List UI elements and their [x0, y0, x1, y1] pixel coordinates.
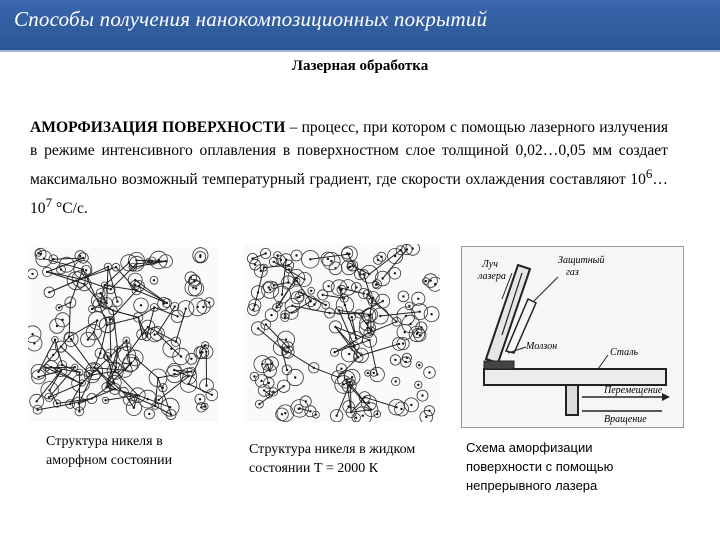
atom-dot — [310, 290, 312, 292]
bond-line — [46, 367, 75, 368]
label-gas-1: Защитный — [558, 255, 605, 266]
atom-dot — [268, 382, 270, 384]
atom-dot — [253, 375, 255, 377]
paragraph-sup-1: 6 — [645, 166, 653, 181]
section-subtitle: Лазерная обработка — [291, 58, 429, 74]
melt-zone — [484, 361, 514, 369]
atom-dot — [373, 372, 375, 374]
liquid-structure-image — [244, 244, 440, 422]
atom-dot — [268, 286, 270, 288]
atom-dot — [85, 269, 87, 271]
bond-line — [351, 397, 365, 412]
atom-dot — [347, 405, 349, 407]
amorphous-structure-image — [28, 247, 218, 422]
atom-dot — [375, 284, 377, 286]
label-rotate: Вращение — [604, 414, 647, 425]
atom-dot — [367, 372, 369, 374]
atom-dot — [421, 394, 423, 396]
atom-dot — [430, 313, 432, 315]
atom-dot — [402, 295, 404, 297]
bond-line — [94, 368, 125, 371]
label-beam-2: лазера — [478, 271, 506, 282]
steel-plate — [484, 369, 666, 385]
atom-dot — [260, 380, 262, 382]
bond-line — [137, 260, 166, 261]
gas-leader — [534, 277, 558, 301]
label-steel: Сталь — [610, 347, 639, 358]
atom-dot — [420, 326, 422, 328]
atom-dot — [351, 376, 353, 378]
bond-line — [47, 272, 84, 284]
atom-dot — [270, 314, 272, 316]
atom-dot — [281, 413, 283, 415]
atom-dot — [31, 333, 33, 335]
atom-dot — [298, 296, 300, 298]
atom-dot — [202, 306, 204, 308]
atom-dot — [380, 256, 382, 258]
atom-dot — [153, 279, 155, 281]
atom-dot — [327, 285, 329, 287]
bond-line — [110, 320, 111, 356]
bond-line — [70, 269, 83, 302]
atom-dot — [400, 408, 402, 410]
laser-scheme-drawing — [462, 247, 683, 427]
label-move: Перемещение — [604, 385, 663, 396]
move-arrowhead — [662, 393, 670, 401]
slide-title: Способы получения нанокомпозиционных покрытий — [14, 7, 488, 31]
caption-liquid — [249, 440, 449, 478]
atom-dot — [330, 260, 332, 262]
bond-line — [314, 368, 338, 377]
atom-dot — [327, 258, 329, 260]
atom-dot — [410, 404, 412, 406]
atom-dot — [349, 266, 351, 268]
bond-line — [253, 305, 254, 309]
laser-scheme-image — [461, 246, 684, 428]
paragraph-mid: …10 — [30, 171, 668, 218]
atom-dot — [254, 263, 256, 265]
title-bar — [0, 0, 720, 52]
atom-dot — [190, 358, 192, 360]
bond-line — [176, 309, 186, 342]
rotation-shaft — [566, 385, 578, 415]
atom-dot — [284, 316, 286, 318]
paragraph-lead: АМОРФИЗАЦИЯ ПОВЕРХНОСТИ — [30, 119, 286, 136]
atom-dot — [340, 289, 342, 291]
caption-laser-line-1: Схема аморфизации — [466, 440, 593, 455]
liquid-structure-drawing — [244, 244, 440, 422]
atom-dot — [208, 301, 210, 303]
bond-line — [189, 384, 212, 395]
caption-laser-line-3: непрерывного лазера — [466, 478, 598, 493]
bond-line — [106, 387, 137, 395]
caption-liquid-line-2: состоянии Т = 2000 К — [249, 461, 379, 476]
atom-dot — [417, 298, 419, 300]
atom-dot — [154, 333, 156, 335]
atom-dot — [428, 371, 430, 373]
atom-dot — [61, 319, 63, 321]
paragraph-tail: °С/с. — [52, 200, 88, 218]
atom-dot — [39, 253, 41, 255]
atom-dot — [276, 254, 278, 256]
caption-laser-scheme — [466, 438, 666, 495]
atom-dot — [362, 415, 364, 417]
atom-dot — [31, 273, 33, 275]
atom-dot — [199, 398, 201, 400]
bond-line — [361, 344, 399, 356]
atom-dot — [295, 254, 297, 256]
atom-dot — [269, 289, 271, 291]
atom-dot — [434, 283, 436, 285]
atom-dot — [199, 256, 201, 258]
bond-line — [139, 286, 167, 303]
atom-dot — [348, 353, 350, 355]
atom-dot — [418, 364, 420, 366]
atom-dot — [408, 305, 410, 307]
atom-dot — [284, 412, 286, 414]
label-melt: Молзон — [526, 341, 558, 352]
bond-line — [148, 327, 176, 342]
atom-dot — [294, 376, 296, 378]
caption-amorphous-line-2: аморфном состоянии — [46, 453, 173, 468]
caption-amorphous-line-1: Структура никеля в — [46, 434, 163, 449]
label-beam-1: Луч — [482, 259, 498, 270]
atom-dot — [313, 303, 315, 305]
atom-dot — [79, 255, 81, 257]
atom-dot — [195, 287, 197, 289]
bond-line — [49, 383, 82, 397]
caption-liquid-line-1: Структура никеля в жидком — [249, 442, 416, 457]
bond-line — [259, 386, 283, 404]
atom-circle — [28, 326, 41, 343]
atom-dot — [296, 296, 298, 298]
atom-dot — [417, 384, 419, 386]
caption-amorphous — [46, 432, 206, 470]
atom-dot — [140, 304, 142, 306]
atom-dot — [33, 342, 35, 344]
atom-dot — [395, 380, 397, 382]
atom-dot — [148, 413, 150, 415]
amorphous-structure-drawing — [28, 247, 218, 422]
atom-dot — [405, 361, 407, 363]
atom-dot — [425, 416, 427, 418]
label-gas-2: газ — [566, 267, 579, 278]
paragraph-text: – процесс, при котором с помощью лазерного излучения в режиме интенсивного оплавления в поверхностном слое толщиной 0,02…0,05 мм создает максимально возможный температурный градиент, где скорости охлаждения составляют 10 — [30, 119, 668, 189]
atom-dot — [355, 286, 357, 288]
atom-dot — [402, 342, 404, 344]
bond-line — [338, 357, 358, 377]
atom-dot — [355, 417, 357, 419]
bond-line — [310, 254, 349, 259]
atom-dot — [394, 272, 396, 274]
bond-line — [135, 358, 158, 378]
body-paragraph — [30, 116, 668, 220]
caption-laser-line-2: поверхности с помощью — [466, 459, 614, 474]
atom-circle — [354, 407, 372, 422]
atom-dot — [190, 276, 192, 278]
paragraph-sup-2: 7 — [45, 195, 53, 211]
atom-dot — [425, 280, 427, 282]
bond-line — [164, 303, 167, 304]
atom-dot — [340, 368, 342, 370]
atom-dot — [409, 323, 411, 325]
steel-leader — [598, 355, 608, 369]
bond-line — [154, 307, 177, 316]
bond-line — [113, 311, 138, 318]
atom-dot — [394, 359, 396, 361]
bond-line — [266, 325, 288, 348]
atom-dot — [419, 334, 421, 336]
